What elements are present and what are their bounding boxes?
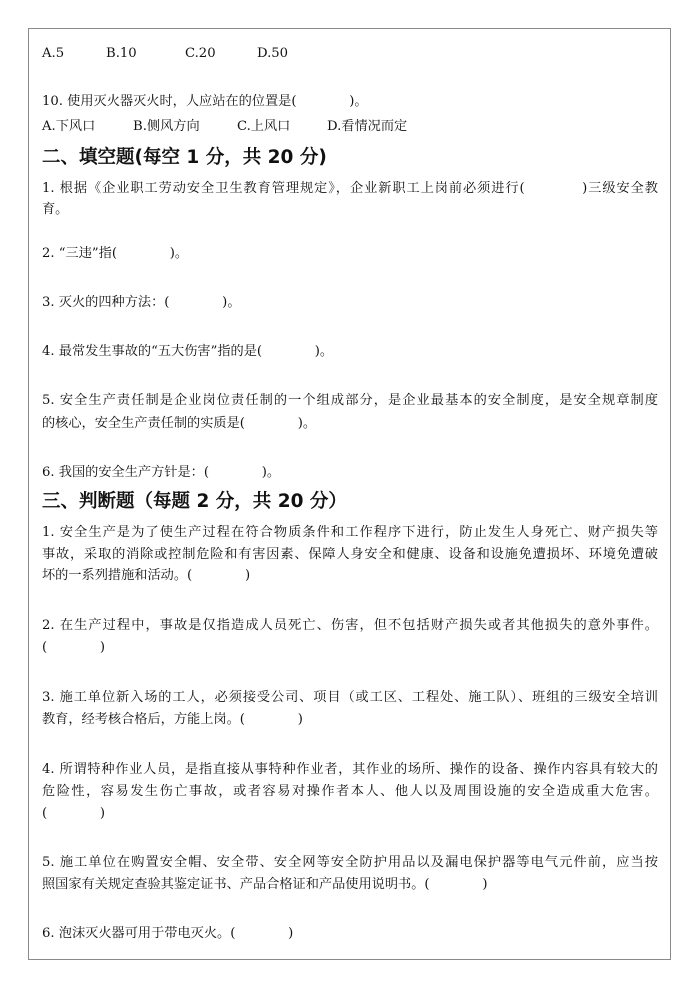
s3-q1-line1: 1. 安全生产是为了使生产过程在符合物质条件和工作程序下进行，防止发生人身死亡、财产损失等 (42, 525, 658, 540)
section2-heading: 二、填空题(每空 1 分，共 20 分) (42, 147, 327, 168)
q9-option-c: C.20 (185, 46, 216, 61)
s2-q1-line1: 1. 根据《企业职工劳动安全卫生教育管理规定》，企业新职工上岗前必须进行( )三级安全教 (42, 181, 658, 196)
q10-option-a: A.下风口 (42, 119, 96, 134)
s2-q6: 6. 我国的安全生产方针是：( )。 (42, 465, 281, 480)
s2-q4: 4. 最常发生事故的“五大伤害”指的是( )。 (42, 344, 334, 359)
s3-q4-line2: 危险性，容易发生伤亡事故，或者容易对操作者本人、他人以及周围设施的安全造成重大危害。 (42, 784, 658, 799)
s2-q5-line2: 的核心，安全生产责任制的实质是( )。 (42, 416, 317, 431)
s3-q3-line2: 教育，经考核合格后，方能上岗。( ) (42, 712, 303, 727)
s3-q5-line1: 5. 施工单位在购置安全帽、安全带、安全网等安全防护用品以及漏电保护器等电气元件前，应当按 (42, 855, 658, 870)
s2-q1-line2: 育。 (42, 202, 69, 217)
s3-q5-line2: 照国家有关规定查验其鉴定证书、产品合格证和产品使用说明书。( ) (42, 877, 488, 892)
s3-q1-line2: 事故，采取的消除或控制危险和有害因素、保障人身安全和健康、设备和设施免遭损坏、环境免遭破 (42, 547, 658, 562)
s3-q2-line1: 2. 在生产过程中，事故是仅指造成人员死亡、伤害，但不包括财产损失或者其他损失的意外事件。 (42, 618, 658, 633)
s3-q6: 6. 泡沫灭火器可用于带电灭火。( ) (42, 926, 294, 941)
q10-option-c: C.上风口 (237, 119, 291, 134)
s2-q3: 3. 灭火的四种方法：( )。 (42, 295, 241, 310)
s3-q2-line2: ( ) (42, 640, 106, 655)
s2-q5-line1: 5. 安全生产责任制是企业岗位责任制的一个组成部分，是企业最基本的安全制度，是安全规章制度 (42, 393, 658, 408)
q10-option-b: B.侧风方向 (133, 119, 200, 134)
q10-stem: 10. 使用灭火器灭火时，人应站在的位置是( )。 (42, 94, 368, 109)
q10-option-d: D.看情况而定 (327, 119, 408, 134)
s3-q3-line1: 3. 施工单位新入场的工人，必须接受公司、项目（或工区、工程处、施工队）、班组的三级安全培训 (42, 690, 658, 705)
q9-option-b: B.10 (106, 46, 137, 61)
section3-heading: 三、判断题（每题 2 分，共 20 分） (42, 491, 347, 512)
s2-q2: 2. “三违”指( )。 (42, 246, 189, 261)
s3-q4-line3: ( ) (42, 806, 106, 821)
q9-option-d: D.50 (257, 46, 289, 61)
q9-option-a: A.5 (42, 46, 65, 61)
s3-q4-line1: 4. 所谓特种作业人员，是指直接从事特种作业者，其作业的场所、操作的设备、操作内容具有较大的 (42, 762, 658, 777)
s3-q1-line3: 坏的一系列措施和活动。( ) (42, 568, 251, 583)
